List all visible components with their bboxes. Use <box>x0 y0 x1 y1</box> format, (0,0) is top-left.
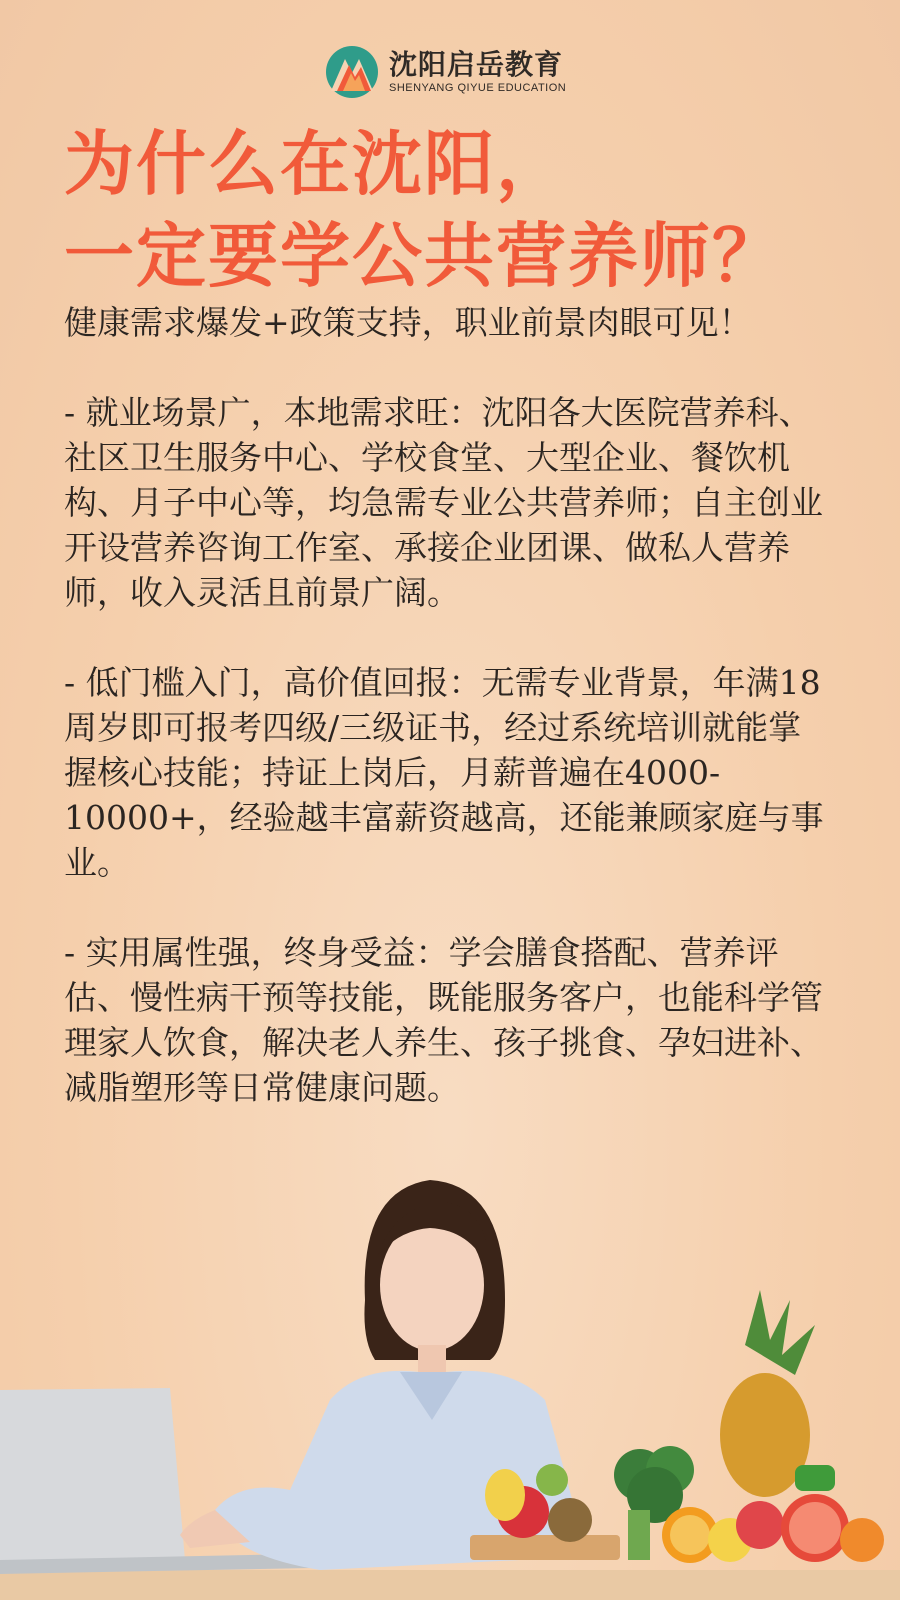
page-title <box>64 118 864 302</box>
illustration-scene <box>0 1150 900 1600</box>
fruit-basket-icon <box>470 1464 620 1560</box>
title-line-2: 一定要学公共营养师？ <box>64 215 784 297</box>
qiyue-logo-icon <box>325 45 379 99</box>
point-employment: - 就业场景广，本地需求旺：沈阳各大医院营养科、社区卫生服务中心、学校食堂、大型企业、餐饮机构、月子中心等，均急需专业公共营养师；自主创业开设营养咨询工作室、承接企业团课、做私人营养师，收入灵活且前景广阔。 <box>64 393 823 612</box>
kiwi-icon <box>548 1498 592 1542</box>
brand-name-cn: 沈阳启岳教育 <box>389 48 564 81</box>
desk <box>0 1570 900 1600</box>
brand-name-en: SHENYANG QIYUE EDUCATION <box>389 82 567 94</box>
intro-text: 健康需求爆发+政策支持，职业前景肉眼可见！ <box>64 303 752 342</box>
brand-logo <box>325 44 566 100</box>
point-practical: - 实用属性强，终身受益：学会膳食搭配、营养评估、慢性病干预等技能，既能服务客户，也能科学管理家人饮食，解决老人养生、孩子挑食、孕妇进补、减脂塑形等日常健康问题。 <box>64 933 823 1107</box>
title-line-1: 为什么在沈阳， <box>64 123 568 205</box>
apple-icon <box>736 1501 784 1549</box>
point-low-barrier: - 低门槛入门，高价值回报：无需专业背景，年满18周岁即可报考四级/三级证书，经过系统培训就能掌握核心技能；持证上岗后，月薪普遍在4000-10000+，经验越丰富薪资越高，还能兼顾家庭与事业。 <box>64 663 824 882</box>
article-body <box>64 300 824 1110</box>
